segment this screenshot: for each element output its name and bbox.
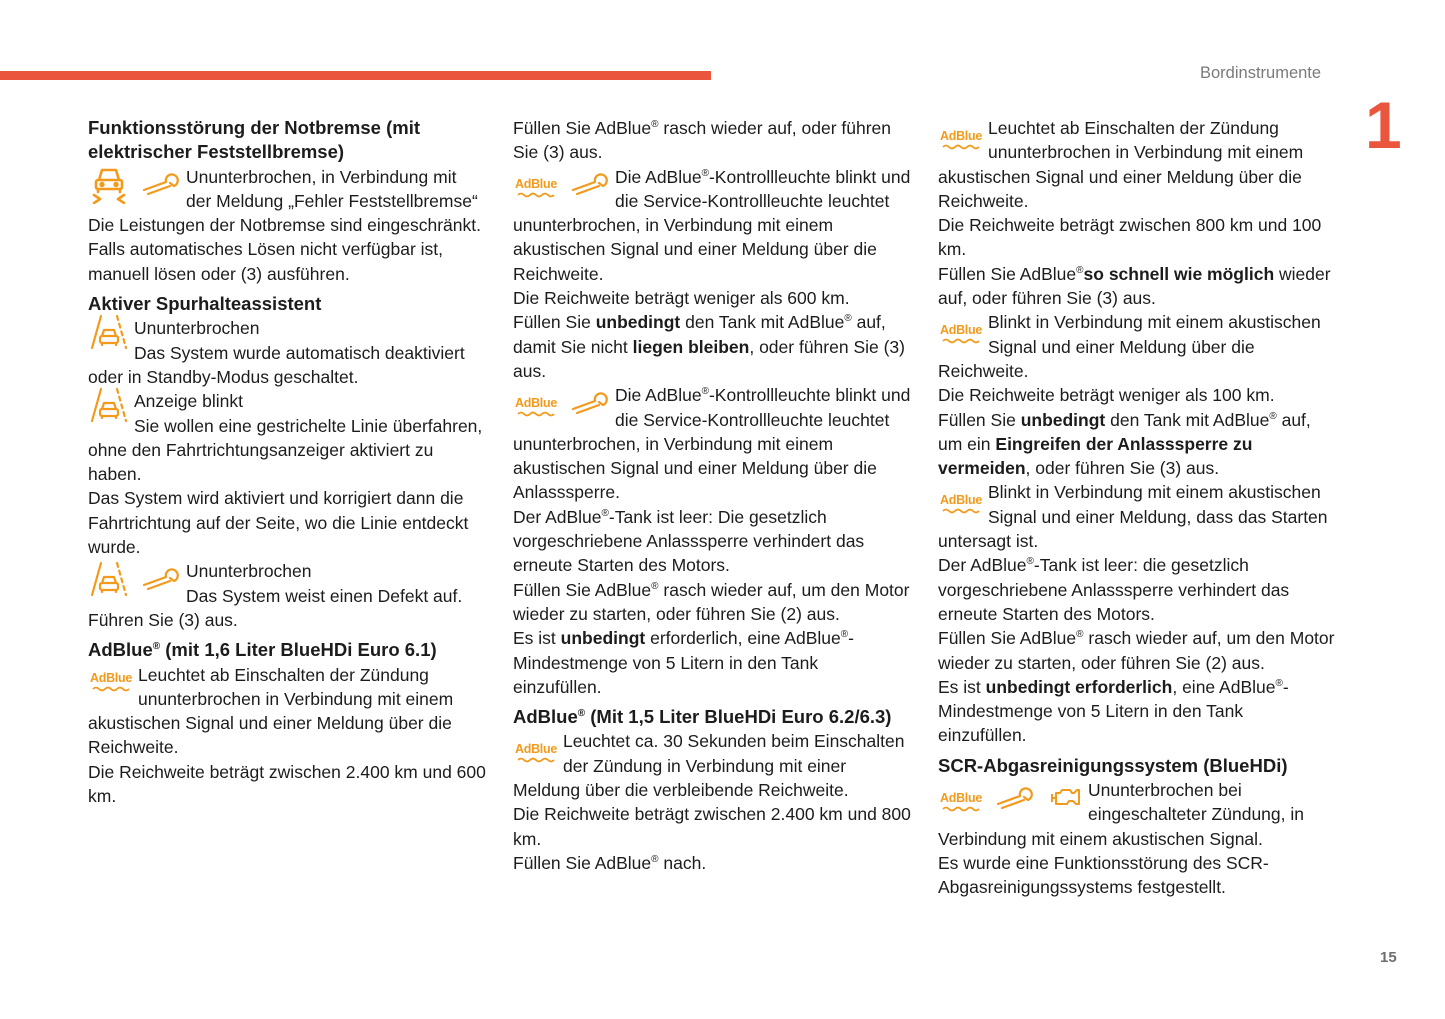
chapter-number: 1	[1365, 88, 1402, 162]
text-paragraph: Füllen Sie AdBlue®so schnell wie möglich wieder auf, oder führen Sie (3) aus.	[938, 263, 1331, 309]
column-1	[88, 116, 486, 808]
service-wrench-icon	[996, 786, 1036, 816]
text-paragraph: Leuchtet ab Einschalten der Zündung ununterbrochen in Verbindung mit einem akustischen Signal und einer Meldung über die Reichweite.	[938, 118, 1304, 211]
text-paragraph: Der AdBlue®-Tank ist leer: die gesetzlich vorgeschriebene Anlasssperre verhindert das erneute Starten des Motors.	[938, 555, 1290, 624]
icon-group	[513, 729, 559, 775]
icon-group	[513, 383, 611, 429]
adblue-icon: AdBlue	[88, 671, 134, 692]
adblue-icon: AdBlue	[938, 791, 984, 812]
text-paragraph: Sie wollen eine gestrichelte Linie überfahren, ohne den Fahrtrichtungsanzeiger aktiviert zu haben.	[88, 415, 483, 485]
icon-group	[938, 116, 984, 162]
text-paragraph: Blinkt in Verbindung mit einem akustischen Signal und einer Meldung, dass das Starten untersagt ist.	[938, 482, 1328, 552]
icon-group	[88, 659, 134, 705]
text-paragraph: Füllen Sie unbedingt den Tank mit AdBlue® auf, damit Sie nicht liegen bleiben, oder führen Sie (3) aus.	[513, 312, 905, 381]
icon-group	[513, 165, 611, 211]
text-paragraph: Füllen Sie AdBlue® nach.	[513, 852, 707, 873]
lane-assist-icon	[88, 312, 130, 358]
column-3	[938, 116, 1336, 900]
text-paragraph: Das System wurde automatisch deaktiviert oder in Standby-Modus geschaltet.	[88, 342, 465, 387]
icon-group	[88, 385, 130, 431]
section-title: Bordinstrumente	[1200, 64, 1322, 82]
text-line: Ununterbrochen	[186, 561, 312, 582]
heading-adblue-15: AdBlue® (Mit 1,5 Liter BlueHDi Euro 6.2/6.3)	[513, 706, 892, 728]
heading-adblue-16: AdBlue® (mit 1,6 Liter BlueHDi Euro 6.1)	[88, 639, 437, 661]
icon-group	[938, 778, 1084, 824]
service-wrench-icon	[142, 567, 182, 597]
icon-group	[88, 559, 182, 605]
text-paragraph: Ununterbrochen bei eingeschalteter Zündung, in Verbindung mit einem akustischen Signal.	[938, 780, 1304, 849]
text-paragraph: Das System weist einen Defekt auf.	[186, 585, 463, 606]
lane-assist-icon	[88, 385, 130, 431]
text-paragraph: Der AdBlue®-Tank ist leer: Die gesetzlich vorgeschriebene Anlasssperre verhindert das erneute Starten des Motors.	[513, 506, 865, 576]
text-paragraph: Füllen Sie AdBlue® rasch wieder auf, um den Motor wieder zu starten, oder führen Sie (2) aus.	[513, 579, 910, 624]
text-paragraph: Die Reichweite beträgt weniger als 600 km.	[513, 288, 850, 309]
text-paragraph: Es ist unbedingt erforderlich, eine AdBlue®-Mindestmenge von 5 Litern in den Tank einzufüllen.	[938, 676, 1289, 746]
service-wrench-icon	[571, 172, 611, 202]
text-paragraph: Es ist unbedingt erforderlich, eine AdBlue®-Mindestmenge von 5 Litern in den Tank einzufüllen.	[513, 628, 854, 697]
icon-group	[938, 310, 984, 356]
text-paragraph: Das System wird aktiviert und korrigiert dann die Fahrtrichtung auf der Seite, wo die Linie entdeckt wurde.	[88, 488, 469, 558]
heading-emergency-brake-fault: Funktionsstörung der Notbremse (mit elektrischer Feststellbremse)	[88, 117, 420, 163]
text-paragraph: Die AdBlue®-Kontrollleuchte blinkt und die Service-Kontrollleuchte leuchtet ununterbrochen, in Verbindung mit einem akustischen Signal und einer Meldung über die Reichweite.	[513, 166, 911, 284]
adblue-icon: AdBlue	[938, 323, 984, 344]
text-paragraph: Ununterbrochen, in Verbindung mit der Meldung „Fehler Feststellbremse“	[186, 166, 478, 211]
adblue-icon: AdBlue	[938, 129, 984, 150]
text-line: Anzeige blinkt	[134, 391, 243, 412]
icon-group	[938, 480, 984, 526]
text-paragraph: Leuchtet ab Einschalten der Zündung ununterbrochen in Verbindung mit einem akustischen Signal und einer Meldung über die Reichweite.	[88, 664, 454, 758]
header-accent-bar	[0, 71, 711, 80]
heading-scr-system: SCR-Abgasreinigungssystem (BlueHDi)	[938, 754, 1288, 776]
text-paragraph: Es wurde eine Funktionsstörung des SCR-Abgasreinigungssystems festgestellt.	[938, 852, 1269, 898]
emergency-brake-warning-icon	[88, 164, 130, 210]
page-number: 15	[1380, 949, 1397, 966]
text-paragraph: Füllen Sie AdBlue® rasch wieder auf, um den Motor wieder zu starten, oder führen Sie (2) aus.	[938, 628, 1335, 673]
icon-group	[88, 165, 182, 211]
adblue-icon: AdBlue	[513, 742, 559, 763]
adblue-icon: AdBlue	[513, 177, 559, 198]
engine-check-icon	[1048, 784, 1084, 818]
text-paragraph: Die AdBlue®-Kontrollleuchte blinkt und die Service-Kontrollleuchte leuchtet ununterbrochen, in Verbindung mit einem akustischen Signal und einer Meldung über die Anlasssperre.	[513, 385, 911, 503]
text-paragraph: Falls automatisches Lösen nicht verfügbar ist, manuell lösen oder (3) ausführen.	[88, 239, 444, 284]
text-paragraph: Füllen Sie AdBlue® rasch wieder auf, oder führen Sie (3) aus.	[513, 118, 892, 163]
text-paragraph: Die Reichweite beträgt zwischen 2.400 km und 800 km.	[513, 804, 911, 849]
text-paragraph: Die Reichweite beträgt weniger als 100 km.	[938, 385, 1275, 406]
text-paragraph: Leuchtet ca. 30 Sekunden beim Einschalten der Zündung in Verbindung mit einer Meldung über die verbleibende Reichweite.	[513, 731, 905, 801]
service-wrench-icon	[142, 172, 182, 202]
text-paragraph: Die Reichweite beträgt zwischen 800 km und 100 km.	[938, 215, 1322, 260]
icon-group	[88, 312, 130, 358]
text-paragraph: Die Leistungen der Notbremse sind eingeschränkt.	[88, 215, 481, 236]
service-wrench-icon	[571, 391, 611, 421]
adblue-icon: AdBlue	[513, 396, 559, 417]
text-paragraph: Füllen Sie unbedingt den Tank mit AdBlue® auf, um ein Eingreifen der Anlasssperre zu vermeiden, oder führen Sie (3) aus.	[938, 409, 1311, 479]
text-paragraph: Die Reichweite beträgt zwischen 2.400 km und 600 km.	[88, 761, 486, 807]
column-2	[513, 116, 911, 875]
text-line: Ununterbrochen	[134, 318, 260, 339]
text-paragraph: Blinkt in Verbindung mit einem akustischen Signal und einer Meldung über die Reichweite.	[938, 312, 1321, 381]
adblue-icon: AdBlue	[938, 493, 984, 514]
lane-assist-icon	[88, 559, 130, 605]
heading-lane-assist: Aktiver Spurhalteassistent	[88, 293, 322, 315]
text-paragraph: Führen Sie (3) aus.	[88, 609, 238, 630]
